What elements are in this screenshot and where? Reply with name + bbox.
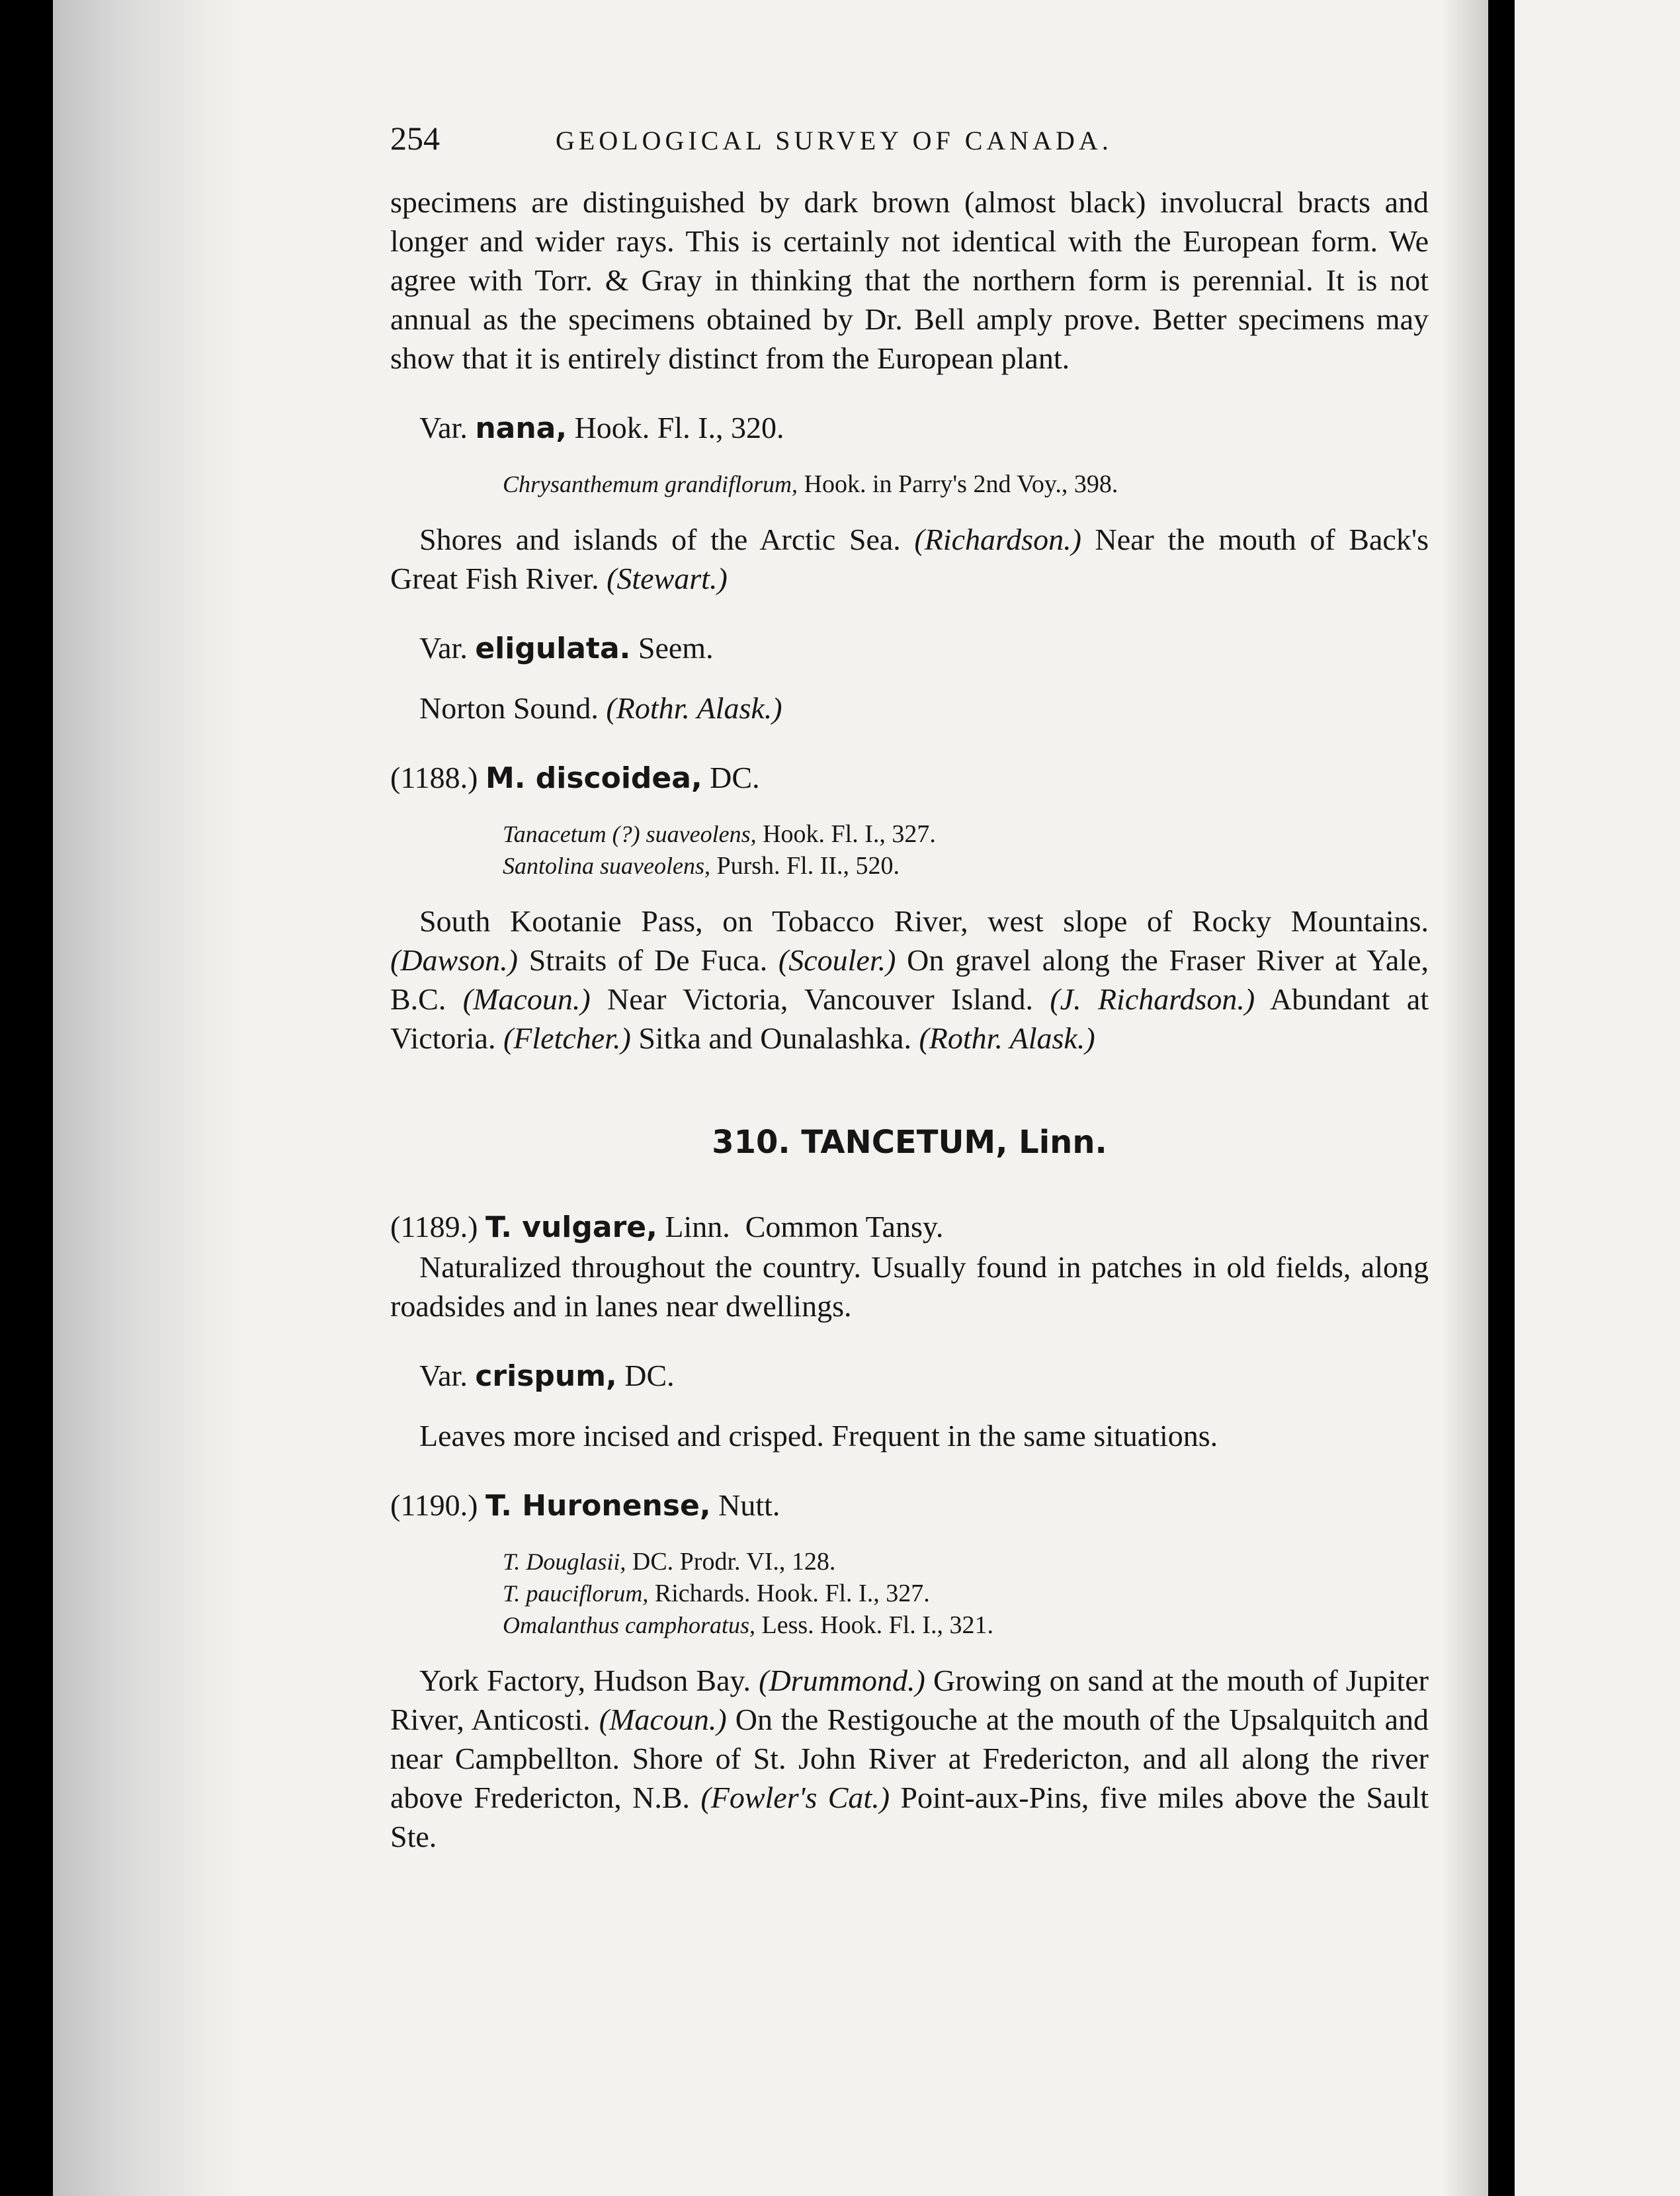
m-discoidea-heading xyxy=(390,758,1429,798)
species-number: (1189.) xyxy=(390,1210,478,1244)
var-nana-synonym xyxy=(390,468,1429,500)
species-name: T. Huronense, xyxy=(485,1489,711,1523)
m-discoidea-synonym-2: Santolina suaveolens, Pursh. Fl. II., 520. xyxy=(503,852,900,880)
species-number: (1190.) xyxy=(390,1488,478,1522)
intro-paragraph: specimens are distinguished by dark brown (almost black) involucral bracts and longer and wider rays. This is certainly not identical with the European form. We agree with Torr. & Gray in thinking that the northern form is perennial. It is not annual as the specimens obtained by Dr. Bell amply prove. Better specimens may show that it is entirely distinct from the European plant. xyxy=(390,185,1429,375)
adjacent-page-edge xyxy=(1515,0,1680,2196)
species-name: M. discoidea, xyxy=(485,761,702,795)
var-eligulata-heading xyxy=(390,628,1429,669)
t-vulgare-text: Naturalized throughout the country. Usually found in patches in old fields, along roadsides and in lanes near dwellings. xyxy=(390,1250,1429,1323)
page-number: 254 xyxy=(390,120,440,157)
t-vulgare-heading xyxy=(390,1207,1429,1247)
var-crispum-text: Leaves more incised and crisped. Frequent in the same situations. xyxy=(419,1419,1218,1453)
collector: (Richardson.) xyxy=(914,523,1081,556)
authority: DC. xyxy=(710,761,760,794)
m-discoidea-localities: South Kootanie Pass, on Tobacco River, west slope of Rocky Mountains. (Dawson.) Straits of De Fuca. (Scouler.) On gravel along the Fraser River at Yale, B.C. (Macoun.) Near Victoria, Vancouver Island. (J. Richardson.) Abundant at Victoria. (Fletcher.) Sitka and Ounalashka. (Rothr. Alask.) xyxy=(390,904,1429,1055)
running-title: GEOLOGICAL SURVEY OF CANADA. xyxy=(556,126,1113,155)
var-prefix: Var. xyxy=(419,631,468,665)
var-eligulata-locality: Norton Sound. (Rothr. Alask.) xyxy=(419,691,782,725)
synonym-reference: Hook. in Parry's 2nd Voy., 398. xyxy=(804,470,1118,498)
var-nana-localities: Shores and islands of the Arctic Sea. (Richardson.) Near the mouth of Back's Great Fish River. (Stewart.) xyxy=(390,523,1429,595)
t-huronense-synonym-2: T. pauciflorum, Richards. Hook. Fl. I., 327. xyxy=(503,1580,930,1607)
page-edge-shadow xyxy=(1442,0,1495,2196)
t-huronense-synonym-1: T. Douglasii, DC. Prodr. VI., 128. xyxy=(503,1548,836,1576)
var-prefix: Var. xyxy=(419,411,468,444)
authority: Nutt. xyxy=(718,1488,780,1522)
authority: Linn. xyxy=(665,1210,730,1244)
variety-name: crispum, xyxy=(475,1359,617,1393)
collector: (Stewart.) xyxy=(607,562,728,595)
variety-name: nana, xyxy=(475,411,567,445)
var-nana-heading xyxy=(390,408,1429,448)
t-huronense-synonym-3: Omalanthus camphoratus, Less. Hook. Fl. I., 321. xyxy=(503,1611,993,1639)
species-number: (1188.) xyxy=(390,761,478,794)
genus-section-heading: 310. TANCETUM, Linn. xyxy=(712,1124,1107,1161)
var-crispum-heading xyxy=(390,1356,1429,1396)
page-gutter-shadow xyxy=(53,0,251,2196)
synonym-name: Chrysanthemum grandiflorum, xyxy=(503,471,798,497)
authority: Hook. Fl. I., 320. xyxy=(574,411,784,444)
var-prefix: Var. xyxy=(419,1359,468,1392)
variety-name: eligulata. xyxy=(475,632,631,665)
species-name: T. vulgare, xyxy=(485,1210,657,1244)
m-discoidea-synonym-1: Tanacetum (?) suaveolens, Hook. Fl. I., 327. xyxy=(503,820,936,848)
page-text xyxy=(390,119,1429,1856)
common-name: Common Tansy. xyxy=(745,1210,944,1244)
authority: DC. xyxy=(624,1359,675,1392)
page-header xyxy=(390,119,1429,183)
t-huronense-localities: York Factory, Hudson Bay. (Drummond.) Growing on sand at the mouth of Jupiter River, Anticosti. (Macoun.) On the Restigouche at the mouth of the Upsalquitch and near Campbellton. Shore of St. John River at Fredericton, and all along the river above Fredericton, N.B. (Fowler's Cat.) Point-aux-Pins, five miles above the Sault Ste. xyxy=(390,1664,1429,1853)
collector: (Rothr. Alask.) xyxy=(606,691,782,725)
authority: Seem. xyxy=(638,631,714,665)
t-huronense-heading xyxy=(390,1486,1429,1526)
